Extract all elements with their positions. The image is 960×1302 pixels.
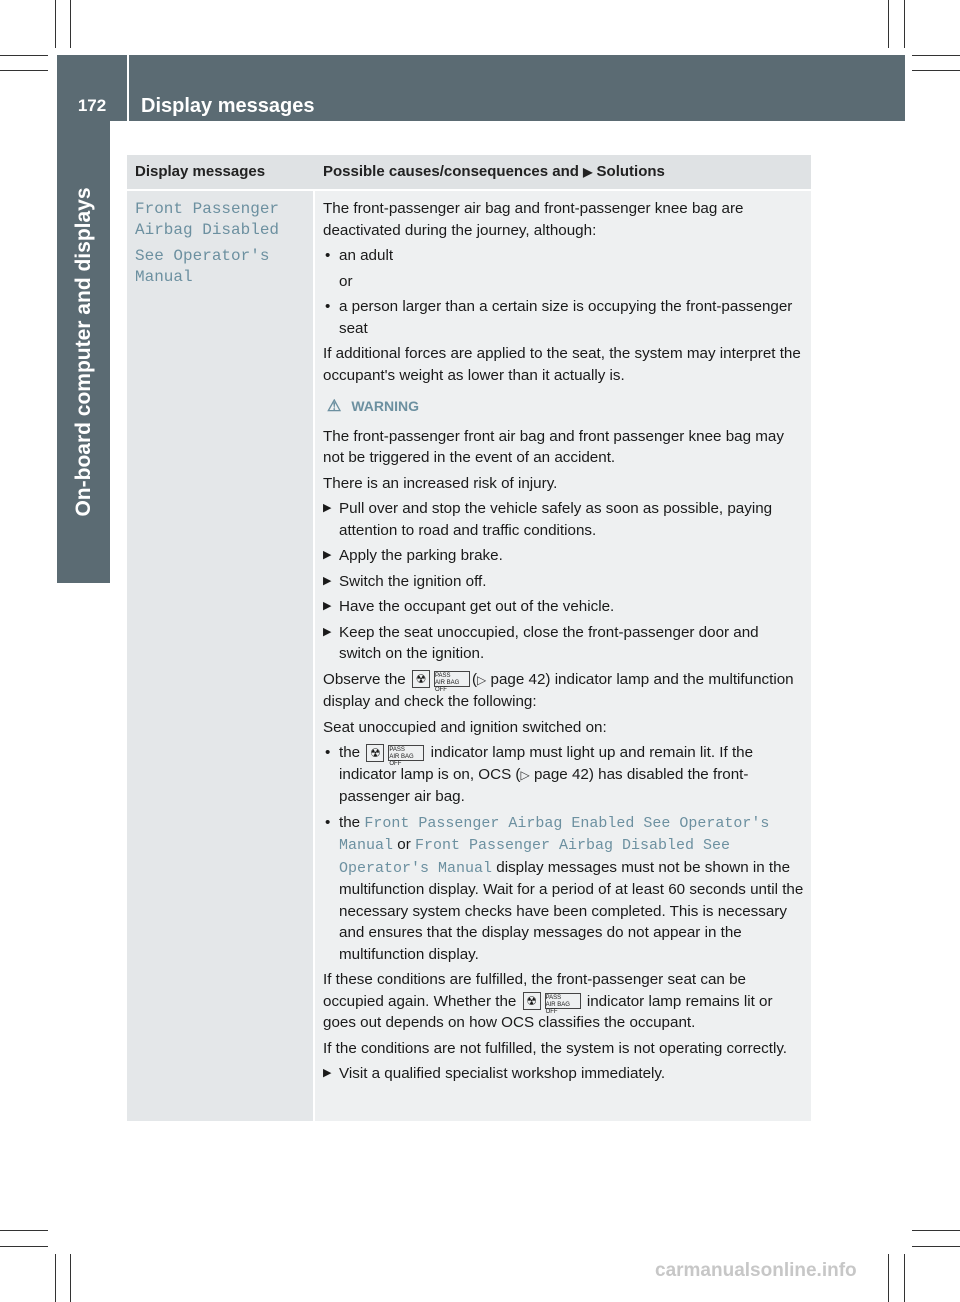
section-title: Display messages — [141, 95, 315, 117]
warning-text: The front-passenger front air bag and front passenger knee bag may not be triggered in the event of an accident. — [323, 427, 784, 466]
display-messages-table — [127, 155, 811, 1121]
crop-mark — [912, 70, 960, 71]
crop-mark — [0, 1230, 48, 1231]
crop-mark — [912, 55, 960, 56]
observe-text: Observe the ☢ PASS AIR BAG OFF(▷ page 42) indicator lamp and the multifunction display and check the following: — [323, 670, 794, 710]
crop-mark — [70, 0, 71, 48]
page-reference[interactable]: page 42 — [490, 670, 546, 688]
list-item: • an adult — [323, 245, 805, 267]
pass-lamp-text: AIR BAG OFF — [545, 1002, 570, 1016]
forces-text: If additional forces are applied to the seat, the system may interpret the occupant's weight as lower than it actually is. — [323, 345, 801, 384]
seat-unoccupied-text: Seat unoccupied and ignition switched on: — [323, 718, 607, 736]
display-message-line: Front Passenger — [135, 200, 280, 218]
or-word: or — [397, 836, 411, 853]
lamp-light-text-end: ) has disabled the front-passenger air bag. — [339, 765, 749, 805]
display-message-inline: Front Passenger Airbag Disabled See Operator's Manual — [339, 837, 731, 877]
fulfilled-text-end: indicator lamp remains lit or goes out depends on how OCS classifies the occupant. — [323, 992, 773, 1031]
action-item: ▶ Keep the seat unoccupied, close the front-passenger door and switch on the ignition. — [323, 622, 805, 665]
page-ref-arrow-icon: ▷ — [477, 672, 487, 687]
action-arrow-icon: ▶ — [583, 165, 593, 179]
crop-mark — [55, 1254, 56, 1302]
observe-text-start: Observe the — [323, 670, 406, 688]
crop-mark — [904, 1254, 905, 1302]
crop-mark — [70, 1254, 71, 1302]
column-header-solutions — [323, 155, 665, 189]
chapter-tab-label: On-board computer and displays — [72, 187, 95, 517]
pass-lamp-text: PASS — [389, 746, 405, 753]
pass-lamp-text: AIR BAG OFF — [434, 680, 460, 694]
action-item: ▶ Pull over and stop the vehicle safely as soon as possible, paying attention to road and traffic conditions. — [323, 498, 805, 541]
pass-lamp-text: AIR BAG OFF — [389, 753, 414, 767]
action-item: ▶ Switch the ignition off. — [323, 571, 805, 593]
warning-heading — [323, 396, 805, 418]
warning-triangle-icon: ⚠ — [327, 398, 342, 415]
action-item: ▶ Apply the parking brake. — [323, 545, 805, 567]
crop-mark — [912, 1246, 960, 1247]
not-fulfilled-text: If the conditions are not fulfilled, the system is not operating correctly. — [323, 1039, 788, 1057]
crop-mark — [904, 0, 905, 48]
risk-text: There is an increased risk of injury. — [323, 474, 558, 492]
list-item — [323, 812, 805, 966]
display-message-line: Airbag Disabled — [135, 221, 280, 239]
crop-mark — [0, 70, 48, 71]
watermark: carmanualsonline.info — [655, 1260, 857, 1281]
page-ref-arrow-icon: ▷ — [520, 767, 530, 782]
solutions-content — [323, 198, 805, 1089]
the-word: the — [339, 813, 361, 831]
action-item: ▶ Visit a qualified specialist workshop immediately. — [323, 1063, 805, 1085]
list-item: • a person larger than a certain size is occupying the front-passenger seat — [323, 296, 805, 339]
display-message-inline: Front Passenger Airbag Enabled See Operator's Manual — [339, 814, 770, 854]
fulfilled-text-start: If these conditions are fulfilled, the front-passenger seat can be occupied again. Whether the — [323, 971, 746, 1010]
lamp-light-text: indicator lamp must light up and remain lit. If the indicator lamp is on, OCS ( — [339, 744, 754, 783]
the-word: the — [339, 744, 361, 761]
column-header-causes-text: Possible causes/consequences and — [323, 163, 579, 180]
display-message-line: Manual — [135, 268, 193, 286]
crop-mark — [0, 1246, 48, 1247]
action-item: ▶ Have the occupant get out of the vehicle. — [323, 596, 805, 618]
crop-mark — [912, 1230, 960, 1231]
pass-airbag-off-icon — [434, 671, 470, 694]
page-reference[interactable]: page 42 — [533, 765, 589, 783]
list-item — [323, 742, 805, 808]
page-number: 172 — [77, 96, 107, 115]
pass-lamp-text: PASS — [434, 673, 451, 680]
column-header-messages: Display messages — [135, 163, 266, 180]
crop-mark — [888, 0, 889, 48]
pass-airbag-off-icon — [388, 745, 424, 767]
message-cell — [127, 191, 313, 1121]
seat-occupant-icon: ☢ — [366, 744, 384, 762]
seat-occupant-icon: ☢ — [523, 992, 541, 1010]
or-text: or — [339, 272, 353, 290]
table-header — [127, 155, 811, 189]
pass-airbag-off-icon — [545, 993, 581, 1016]
intro-text: The front-passenger air bag and front-passenger knee bag are deactivated during the journey, although: — [323, 200, 744, 239]
header-divider — [127, 55, 129, 121]
fulfilled-text — [323, 969, 805, 1034]
warning-label: WARNING — [351, 398, 420, 414]
column-header-solutions-text: Solutions — [596, 163, 665, 180]
crop-mark — [55, 0, 56, 48]
pass-lamp-text: PASS — [545, 995, 562, 1002]
crop-mark — [888, 1254, 889, 1302]
seat-occupant-icon: ☢ — [412, 670, 430, 688]
display-message-explanation: display messages must not be shown in the multifunction display. Wait for a period of at least 60 seconds until the necessary system checks have been completed. This is necessary and ensures that the display messages do not appear in the multifunction display. — [339, 858, 804, 963]
observe-text-end: indicator lamp and the multifunction display and check the following: — [323, 670, 794, 710]
display-message-line: See Operator's — [135, 247, 270, 265]
crop-mark — [0, 55, 48, 56]
